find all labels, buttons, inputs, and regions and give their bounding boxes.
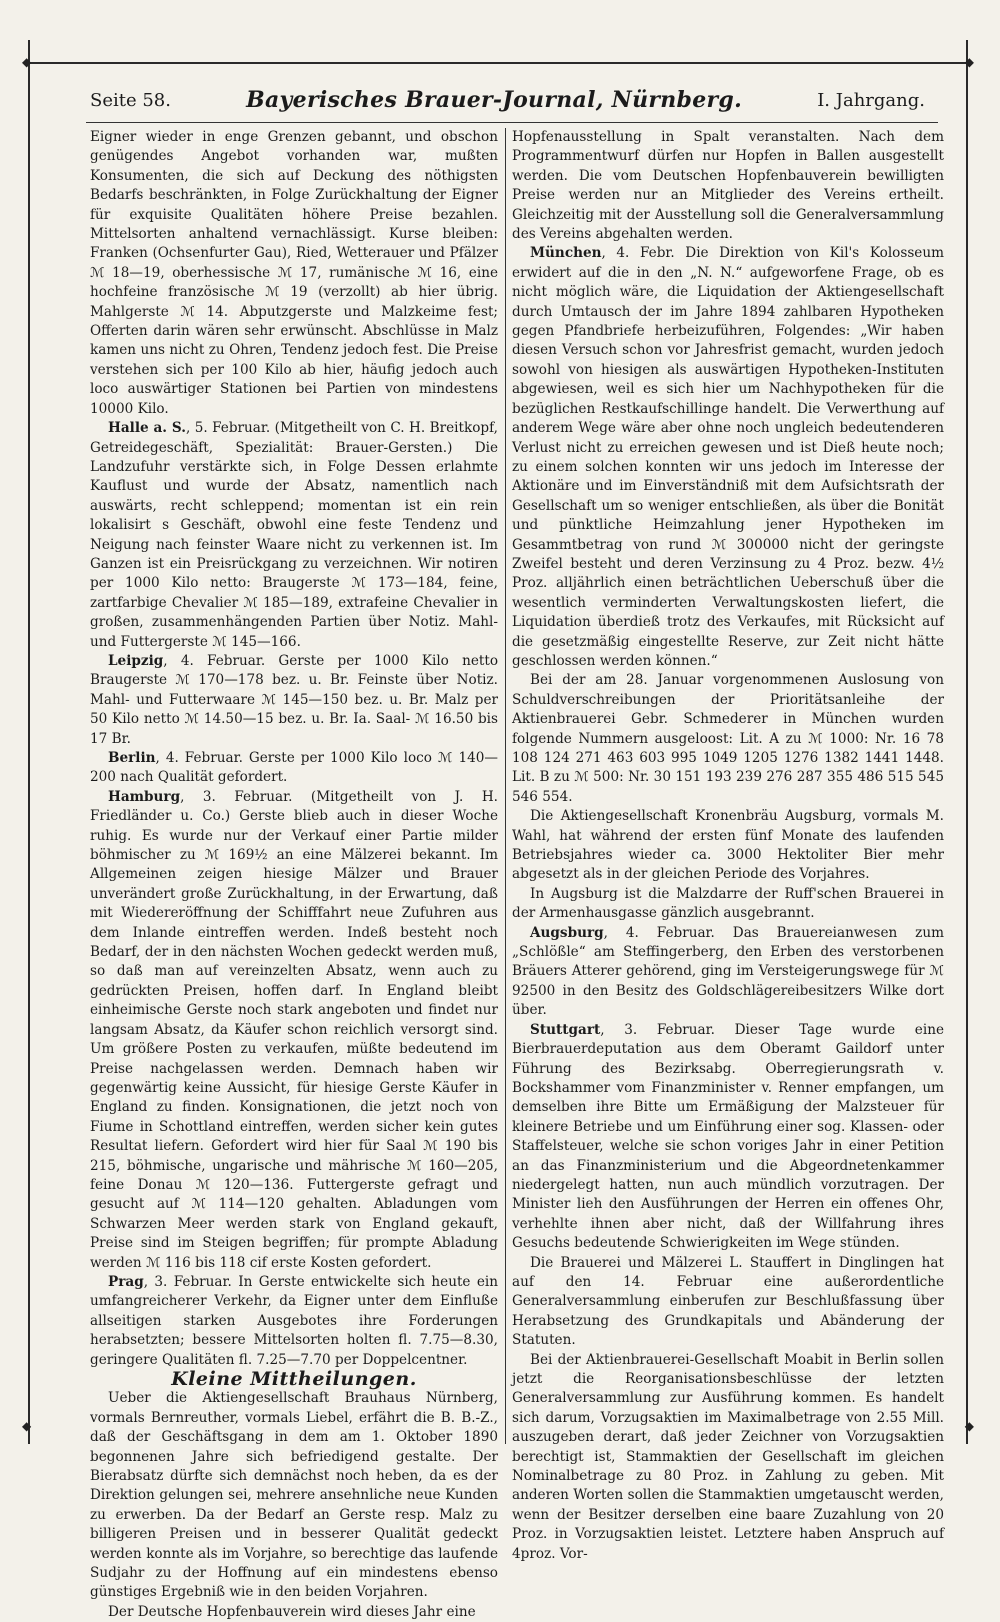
paragraph: Bei der am 28. Januar vorgenommenen Auslosung von Schuldverschreibungen der Prioritätsanleihe der Aktienbrauerei Gebr. Schmederer in München wurden folgende Nummern ausgeloost: Lit. A zu ℳ 1000: Nr. 16 78 108 124 271 463 603 995 1049 1205 1276 1382 1441 1448. Lit. B zu ℳ 500: Nr. 30 151 193 239 276 287 355 486 515 545 546 554. [512,672,944,805]
location-heading: Augsburg [530,924,604,941]
journal-title: Bayerisches Brauer-Journal, Nürnberg. [246,87,743,113]
paragraph [512,244,944,671]
frame-rule-top [28,62,968,64]
corner-ornament-icon: ◆ [964,55,974,69]
paragraph: Die Brauerei und Mälzerei L. Stauffert in Dinglingen hat auf den 14. Februar eine außerordentliche Generalversammlung einberufen zur Beschlußfassung über Herabsetzung des Grundkapitals und Abänderung der Statuten. [512,1254,944,1349]
paragraph-text: , 4. Februar. Das Brauereianwesen zum „Schlößle“ am Steffingerberg, den Erben des verstorbenen Bräuers Atterer gehörend, ging im Versteigerungswege für ℳ 92500 in den Besitz des Goldschlägereibesitzers Wilke dort über. [512,924,944,1019]
column-separator [505,128,506,1444]
frame-rule-right [966,40,968,1444]
right-column [512,128,944,1564]
corner-ornament-icon: ◆ [964,1419,974,1433]
corner-ornament-icon: ◆ [22,1419,32,1433]
paragraph [90,652,498,749]
paragraph-text: , 3. Februar. (Mitgetheilt von J. H. Friedländer u. Co.) Gerste blieb auch in dieser Woche ruhig. Es wurde nur der Verkauf einer Partie milder böhmischer zu ℳ 169½ an eine Mälzerei bekannt. Im Allgemeinen zeigen hiesige Mälzer und Brauer unverändert große Zurückhaltung, in der Erwartung, daß mit Wiedereröffnung der Schifffahrt neue Zufuhren aus dem Inlande eintreffen werden. Indeß besteht noch Bedarf, der in den nächsten Wochen gedeckt werden muß, so daß man auf vereinzelten Absatz, wenn auch zu gedrückten Preisen, hoffen darf. In England bleibt einheimische Gerste noch stark angeboten und findet nur langsam Absatz, da Käufer schon reichlich versorgt sind. Um größere Posten zu verkaufen, müßte bedeutend im Preise nachgelassen werden. Demnach haben wir gegenwärtig keine Aussicht, für hiesige Gerste Käufer in England zu finden. Konsignationen, die jetzt noch von Fiume in Schottland eintreffen, werden sicher kein gutes Resultat liefern. Gefordert wird hier für Saal ℳ 190 bis 215, böhmische, ungarische und mährische ℳ 160—205, feine Donau ℳ 120—136. Futtergerste gefragt und gesucht auf ℳ 114—120 gehalten. Abladungen vom Schwarzen Meer werden stark von England gekauft, Preise sind im Steigen begriffen; für prompte Abladung werden ℳ 116 bis 118 cif erste Kosten gefordert. [90,788,498,1271]
frame-rule-left [28,40,30,1444]
paragraph [512,924,944,1021]
paragraph-text: , 4. Februar. Gerste per 1000 Kilo loco ℳ 140—200 nach Qualität gefordert. [90,750,498,786]
location-heading: München [530,245,602,262]
paragraph [90,419,498,652]
paragraph-text: , 5. Februar. (Mitgetheilt von C. H. Breitkopf, Getreidegeschäft, Spezialität: Brauer-Gersten.) Die Landzufuhr verstärkte sich, in Folge Dessen erlahmte Kauflust und wurde der Absatz, namentlich nach auswärts, recht schleppend; momentan ist ein rein lokalisirt s Geschäft, obwohl eine feste Tendenz und Neigung nach feinster Waare nicht zu verkennen ist. Im Ganzen ist ein Preisrückgang zu verzeichnen. Wir notiren per 1000 Kilo netto: Braugerste ℳ 173—184, feine, zartfarbige Chevalier ℳ 185—189, extrafeine Chevalier in großen, zusammenhängenden Partien über Notiz. Mahl- und Futtergerste ℳ 145—166. [90,420,498,650]
paragraph: Die Aktiengesellschaft Kronenbräu Augsburg, vormals M. Wahl, hat während der ersten fünf Monate des laufenden Betriebsjahres wieder ca. 3000 Hektoliter Bier mehr abgesetzt als in der gleichen Periode des Vorjahres. [512,808,944,883]
paragraph: In Augsburg ist die Malzdarre der Ruff'schen Brauerei in der Armenhausgasse gänzlich ausgebrannt. [512,885,944,922]
location-heading: Halle a. S. [108,420,186,437]
paragraph-text: , 4. Februar. Gerste per 1000 Kilo netto Braugerste ℳ 170—178 bez. u. Br. Feinste über Notiz. Mahl- und Futterwaare ℳ 145—150 bez. u. Br. Malz per 50 Kilo netto ℳ 14.50—15 bez. u. Br. Ia. Saal- ℳ 16.50 bis 17 Br. [90,652,498,747]
volume-year: I. Jahrgang. [817,89,925,111]
paragraph: Hopfenausstellung in Spalt veranstalten. Nach dem Programmentwurf dürfen nur Hopfen in Ballen ausgestellt werden. Die vom Deutschen Hopfenbauverein bewilligten Preise werden nur an Mitglieder des Vereins ertheilt. Gleichzeitig mit der Ausstellung soll die Generalversammlung des Vereins abgehalten werden. [512,129,944,243]
paragraph: Der Deutsche Hopfenbauverein wird dieses Jahr eine [108,1603,476,1620]
location-heading: Leipzig [108,652,164,669]
corner-ornament-icon: ◆ [22,55,32,69]
location-heading: Hamburg [108,788,181,805]
location-heading: Berlin [108,750,156,766]
page-number: Seite 58. [90,89,171,111]
paragraph: Eigner wieder in enge Grenzen gebannt, und obschon genügendes Angebot vorhanden war, mußten Konsumenten, die sich auf Deckung des nöthigsten Bedarfs beschränkten, in Folge Zurückhaltung der Eigner für exquisite Qualitäten höhere Preise bezahlen. Mittelsorten anhaltend vernachlässigt. Kurse bleiben: Franken (Ochsenfurter Gau), Ried, Wetterauer und Pfälzer ℳ 18—19, oberhessische ℳ 17, rumänische ℳ 16, eine hochfeine französische ℳ 19 (verzollt) ab hier übrig. Mahlgerste ℳ 14. Abputzgerste und Malzkeime fest; Offerten darin wären sehr erwünscht. Abschlüsse in Malz kamen uns nicht zu Ohren, Tendenz jedoch fest. Die Preise verstehen sich per 100 Kilo ab hier, häufig jedoch auch loco auswärtiger Stationen bei Partien von mindestens 10000 Kilo. [90,129,498,417]
paragraph-text: , 4. Febr. Die Direktion von Kil's Kolosseum erwidert auf die in den „N. N.“ aufgeworfene Frage, ob es nicht möglich wäre, die Liquidation der Aktiengesellschaft durch Umtausch der im Jahre 1894 zahlbaren Hypotheken gegen Pfandbriefe herbeizuführen, Folgendes: „Wir haben diesen Versuch schon vor Jahresfrist gemacht, wurden jedoch sowohl von hiesigen als auswärtigen Hypotheken-Instituten abgewiesen, weil es sich hier um Nachhypotheken für die bezüglichen Restkaufschillinge handelt. Die Verwerthung auf anderem Wege wäre aber ohne noch ungleich bedeutenderen Verlust nicht zu erreichen gewesen und ist Dieß heute noch; zu einem solchen konnten wir uns jedoch im Interesse der Aktionäre und im Einverständniß mit dem Aufsichtsrath der Gesellschaft um so weniger entschließen, als über die Bonität und pünktliche Heimzahlung jener Hypotheken im Gesammtbetrag von rund ℳ 300000 nicht der geringste Zweifel besteht und deren Verzinsung zu 4 Proz. bezw. 4½ Proz. alljährlich einen beträchtlichen Ueberschuß über die wesentlich verminderten Verwaltungskosten liefert, die Liquidation überdieß trotz des Verkaufes, mit Rücksicht auf die gesetzmäßig eingestellte Reserve, zur Zeit nicht hätte geschlossen werden können.“ [512,245,944,669]
paragraph: Bei der Aktienbrauerei-Gesellschaft Moabit in Berlin sollen jetzt die Reorganisationsbeschlüsse der letzten Generalversammlung zur Ausführung kommen. Es handelt sich darum, Vorzugsaktien im Maximalbetrage von 2.55 Mill. auszugeben derart, daß jeder Zeichner von Vorzugsaktien berechtigt ist, Stammaktien der Gesellschaft im gleichen Nominalbetrage zu 80 Proz. in Zahlung zu geben. Mit anderen Worten sollen die Stammaktien umgetauscht werden, wenn der Besitzer derselben eine baare Zuzahlung von 20 Proz. in Vorzugsaktien leistet. Letztere haben Anspruch auf 4proz. Vor- [512,1351,944,1562]
paragraph [512,1021,944,1254]
paragraph-text: , 3. Februar. Dieser Tage wurde eine Bierbrauerdeputation aus dem Oberamt Gaildorf unter Führung des Bezirksabg. Oberregierungsrath v. Bockshammer vom Finanzminister v. Renner empfangen, um demselben ihre Bitte um Ermäßigung der Malzsteuer für kleinere Betriebe und um Einführung einer sog. Klassen- oder Staffelsteuer, welche sie schon voriges Jahr in einer Petition an das Finanzministerium und die Abgeordnetenkammer niedergelegt hatten, nun auch mündlich vorzutragen. Der Minister lieh den Ausführungen der Herren ein offenes Ohr, verhehlte ihnen aber nicht, daß der Willfahrung ihres Gesuchs bedeutende Schwierigkeiten im Wege stünden. [512,1021,944,1252]
paragraph [90,788,498,1273]
paragraph [90,749,498,788]
paragraph [90,1273,498,1370]
paragraph: Ueber die Aktiengesellschaft Brauhaus Nürnberg, vormals Bernreuther, vormals Liebel, erfährt die B. B.-Z., daß der Geschäftsgang in dem am 1. Oktober 1890 begonnenen Jahre sich befriedigend gestalte. Der Bierabsatz dürfte sich demnächst noch heben, da es der Direktion gelungen sei, mehrere ansehnliche neue Kunden zu erwerben. Da der Bedarf an Gerste resp. Malz zu billigeren Preisen und in besserer Qualität gedeckt werden konnte als im Vorjahre, so berechtige das laufende Sudjahr zu der Hoffnung auf ein mindestens ebenso günstiges Ergebniß wie in den beiden Vorjahren. [90,1390,498,1601]
header-rule [86,122,938,123]
section-title: Kleine Mittheilungen. [171,1368,417,1390]
paragraph-text: , 3. Februar. In Gerste entwickelte sich heute ein umfangreicherer Verkehr, da Eigner unter dem Einfluße allseitigen starken Ausgebotes ihre Forderungen herabsetzten; bessere Mittelsorten holten fl. 7.75—8.30, geringere Qualitäten fl. 7.25—7.70 per Doppelcentner. [90,1273,498,1368]
location-heading: Prag [108,1273,144,1290]
location-heading: Stuttgart [530,1021,601,1038]
page-header [90,80,925,120]
left-column [90,128,498,1622]
